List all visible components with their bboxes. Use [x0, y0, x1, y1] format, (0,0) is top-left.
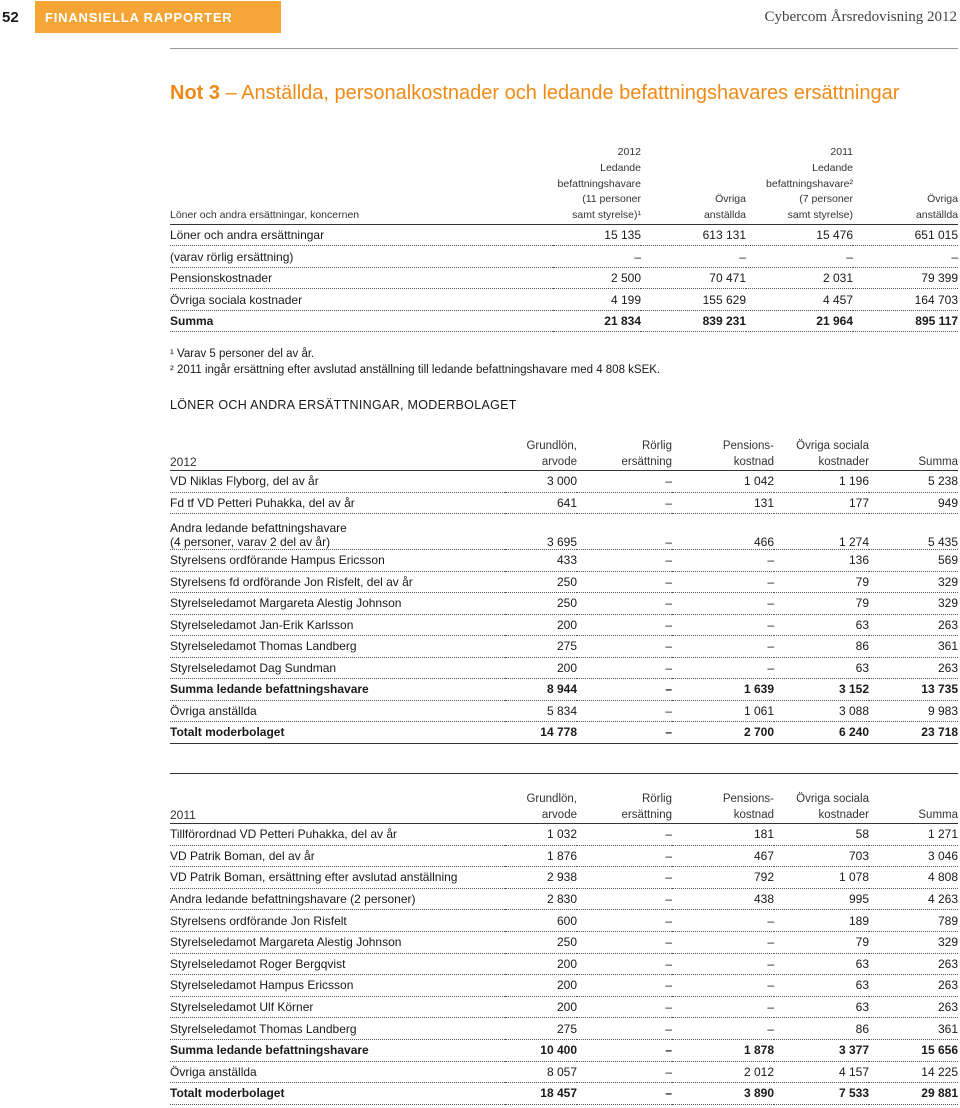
cell-value: –	[672, 910, 774, 932]
report-title: Cybercom Årsredovisning 2012	[764, 9, 957, 25]
cell-value: –	[577, 975, 672, 997]
table-row	[170, 1083, 958, 1105]
cell-value: –	[672, 636, 774, 658]
col-header-variable: Rörlig ersättning	[577, 791, 672, 824]
year-label: 2012	[170, 438, 505, 471]
cell-value: 5 834	[505, 700, 577, 722]
parent-2012-table	[170, 438, 958, 744]
cell-value: 200	[505, 996, 577, 1018]
cell-value: 177	[774, 492, 869, 514]
col-header-pension: Pensions- kostnad	[672, 438, 774, 471]
cell-value: 4 808	[869, 867, 958, 889]
cell-value: –	[672, 593, 774, 615]
cell-value: –	[577, 492, 672, 514]
cell-value: 275	[505, 1018, 577, 1040]
table-row	[170, 310, 958, 332]
cell-value: 3 890	[672, 1083, 774, 1105]
row-label: Styrelseledamot Margareta Alestig Johnson	[170, 931, 505, 953]
table-body	[170, 471, 958, 744]
cell-value: 361	[869, 1018, 958, 1040]
row-label: Tillförordnad VD Petteri Puhakka, del av år	[170, 824, 505, 846]
cell-value: –	[672, 975, 774, 997]
table-row	[170, 910, 958, 932]
cell-value: 1 032	[505, 824, 577, 846]
cell-value: 3 695	[505, 514, 577, 550]
cell-value: –	[577, 996, 672, 1018]
cell-value: 4 199	[553, 289, 641, 311]
cell-value: 250	[505, 571, 577, 593]
cell-value: 3 088	[774, 700, 869, 722]
cell-value: 4 263	[869, 888, 958, 910]
cell-value: 3 000	[505, 471, 577, 493]
cell-value: 467	[672, 845, 774, 867]
cell-value: 21 964	[746, 310, 853, 332]
col-header-social: Övriga sociala kostnader	[774, 438, 869, 471]
cell-value: –	[672, 657, 774, 679]
row-label: VD Niklas Flyborg, del av år	[170, 471, 505, 493]
cell-value: –	[577, 1018, 672, 1040]
table-row	[170, 267, 958, 289]
year-label: 2011	[170, 791, 505, 824]
table-row	[170, 1061, 958, 1083]
table-row	[170, 636, 958, 658]
cell-value: 4 457	[746, 289, 853, 311]
table-label: Löner och andra ersättningar, koncernen	[170, 145, 553, 224]
row-label: Summa ledande befattningshavare	[170, 1039, 505, 1061]
col-header-variable: Rörlig ersättning	[577, 438, 672, 471]
cell-value: 79 399	[853, 267, 958, 289]
col-header-2011-executives: 2011 Ledande befattningshavare² (7 personer samt styrelse)	[746, 145, 853, 224]
cell-value: 9 983	[869, 700, 958, 722]
table-row	[170, 824, 958, 846]
cell-value: –	[746, 246, 853, 268]
cell-value: –	[577, 636, 672, 658]
cell-value: –	[672, 571, 774, 593]
col-header-2011-other: Övriga anställda	[853, 145, 958, 224]
cell-value: –	[577, 824, 672, 846]
row-label: VD Patrik Boman, ersättning efter avslutad anställning	[170, 867, 505, 889]
row-label: Styrelsens fd ordförande Jon Risfelt, del av år	[170, 571, 505, 593]
cell-value: 86	[774, 1018, 869, 1040]
cell-value: 613 131	[641, 224, 746, 246]
col-header-social: Övriga sociala kostnader	[774, 791, 869, 824]
cell-value: –	[577, 845, 672, 867]
cell-value: 361	[869, 636, 958, 658]
cell-value: 8 057	[505, 1061, 577, 1083]
cell-value: –	[672, 1018, 774, 1040]
cell-value: 1 878	[672, 1039, 774, 1061]
cell-value: 600	[505, 910, 577, 932]
cell-value: 21 834	[553, 310, 641, 332]
cell-value: 1 042	[672, 471, 774, 493]
cell-value: 329	[869, 593, 958, 615]
note-number: Not 3	[170, 82, 220, 104]
cell-value: 2 830	[505, 888, 577, 910]
cell-value: 8 944	[505, 679, 577, 701]
header-divider	[170, 48, 958, 49]
cell-value: 70 471	[641, 267, 746, 289]
cell-value: 2 938	[505, 867, 577, 889]
cell-value: –	[577, 614, 672, 636]
cell-value: –	[641, 246, 746, 268]
cell-value: 329	[869, 571, 958, 593]
note-title	[170, 82, 899, 105]
cell-value: 2 700	[672, 722, 774, 744]
table-row	[170, 722, 958, 744]
cell-value: 895 117	[853, 310, 958, 332]
page-number: 52	[2, 9, 19, 26]
cell-value: –	[577, 1083, 672, 1105]
group-salaries-table	[170, 145, 958, 332]
row-label: Övriga anställda	[170, 1061, 505, 1083]
cell-value: 164 703	[853, 289, 958, 311]
row-label: Styrelsens ordförande Jon Risfelt	[170, 910, 505, 932]
row-label: Andra ledande befattningshavare (4 personer, varav 2 del av år)	[170, 514, 505, 550]
row-label: Fd tf VD Petteri Puhakka, del av år	[170, 492, 505, 514]
cell-value: 995	[774, 888, 869, 910]
cell-value: –	[577, 1061, 672, 1083]
cell-value: –	[577, 953, 672, 975]
row-label: Styrelseledamot Roger Bergqvist	[170, 953, 505, 975]
cell-value: 5 435	[869, 514, 958, 550]
note-dash: –	[225, 82, 237, 104]
cell-value: –	[577, 471, 672, 493]
col-header-2012-other: Övriga anställda	[641, 145, 746, 224]
col-header-total: Summa	[869, 791, 958, 824]
cell-value: 18 457	[505, 1083, 577, 1105]
cell-value: –	[577, 700, 672, 722]
footnotes	[170, 346, 660, 378]
cell-value: –	[577, 931, 672, 953]
row-label: (varav rörlig ersättning)	[170, 246, 553, 268]
cell-value: 5 238	[869, 471, 958, 493]
table-row	[170, 471, 958, 493]
table-header-row	[170, 791, 958, 824]
cell-value: 63	[774, 996, 869, 1018]
cell-value: –	[577, 550, 672, 572]
row-label: Styrelseledamot Thomas Landberg	[170, 1018, 505, 1040]
cell-value: 839 231	[641, 310, 746, 332]
cell-value: 263	[869, 657, 958, 679]
cell-value: 466	[672, 514, 774, 550]
cell-value: 2 500	[553, 267, 641, 289]
cell-value: 200	[505, 975, 577, 997]
row-label: Summa	[170, 310, 553, 332]
cell-value: 86	[774, 636, 869, 658]
cell-value: 58	[774, 824, 869, 846]
cell-value: 263	[869, 953, 958, 975]
table-row	[170, 931, 958, 953]
table-row	[170, 1018, 958, 1040]
cell-value: 79	[774, 571, 869, 593]
cell-value: 1 639	[672, 679, 774, 701]
cell-value: –	[577, 514, 672, 550]
cell-value: –	[577, 593, 672, 615]
cell-value: 6 240	[774, 722, 869, 744]
table-row	[170, 492, 958, 514]
table-row	[170, 289, 958, 311]
cell-value: 1 274	[774, 514, 869, 550]
row-label: Andra ledande befattningshavare (2 personer)	[170, 888, 505, 910]
cell-value: 29 881	[869, 1083, 958, 1105]
row-label: Löner och andra ersättningar	[170, 224, 553, 246]
row-label: Styrelsens ordförande Hampus Ericsson	[170, 550, 505, 572]
cell-value: 79	[774, 593, 869, 615]
cell-value: 136	[774, 550, 869, 572]
cell-value: –	[577, 657, 672, 679]
cell-value: –	[672, 996, 774, 1018]
col-header-2012-executives: 2012 Ledande befattningshavare (11 personer samt styrelse)¹	[553, 145, 641, 224]
cell-value: 250	[505, 931, 577, 953]
cell-value: 63	[774, 975, 869, 997]
cell-value: –	[577, 1039, 672, 1061]
table-row	[170, 550, 958, 572]
cell-value: –	[577, 867, 672, 889]
cell-value: 1 271	[869, 824, 958, 846]
cell-value: 1 078	[774, 867, 869, 889]
row-label: Summa ledande befattningshavare	[170, 679, 505, 701]
row-label: Styrelseledamot Ulf Körner	[170, 996, 505, 1018]
cell-value: 14 778	[505, 722, 577, 744]
cell-value: 15 135	[553, 224, 641, 246]
table-row	[170, 657, 958, 679]
cell-value: 189	[774, 910, 869, 932]
cell-value: 4 157	[774, 1061, 869, 1083]
cell-value: 651 015	[853, 224, 958, 246]
cell-value: –	[672, 931, 774, 953]
table-row	[170, 514, 958, 550]
cell-value: 10 400	[505, 1039, 577, 1061]
cell-value: 263	[869, 996, 958, 1018]
cell-value: –	[553, 246, 641, 268]
cell-value: 181	[672, 824, 774, 846]
cell-value: 569	[869, 550, 958, 572]
cell-value: 2 031	[746, 267, 853, 289]
cell-value: 275	[505, 636, 577, 658]
cell-value: 250	[505, 593, 577, 615]
table-header-row	[170, 438, 958, 471]
cell-value: –	[577, 910, 672, 932]
cell-value: 200	[505, 657, 577, 679]
footnote-2: ² 2011 ingår ersättning efter avslutad anställning till ledande befattningshavare med 4 808 kSEK.	[170, 364, 661, 376]
row-label: Pensionskostnader	[170, 267, 553, 289]
row-label: Övriga anställda	[170, 700, 505, 722]
cell-value: 703	[774, 845, 869, 867]
cell-value: 155 629	[641, 289, 746, 311]
table-row	[170, 975, 958, 997]
cell-value: 792	[672, 867, 774, 889]
cell-value: 263	[869, 614, 958, 636]
cell-value: –	[577, 722, 672, 744]
cell-value: 79	[774, 931, 869, 953]
cell-value: –	[672, 953, 774, 975]
cell-value: 3 046	[869, 845, 958, 867]
table-row	[170, 614, 958, 636]
row-label: Styrelseledamot Thomas Landberg	[170, 636, 505, 658]
table-header-row	[170, 145, 958, 224]
table-row	[170, 593, 958, 615]
col-header-base-salary: Grundlön, arvode	[505, 438, 577, 471]
cell-value: –	[672, 550, 774, 572]
table-row	[170, 679, 958, 701]
row-label: Övriga sociala kostnader	[170, 289, 553, 311]
table-row	[170, 571, 958, 593]
row-label: Totalt moderbolaget	[170, 1083, 505, 1105]
row-label: Styrelseledamot Hampus Ericsson	[170, 975, 505, 997]
cell-value: 3 152	[774, 679, 869, 701]
table-row	[170, 1039, 958, 1061]
col-header-base-salary: Grundlön, arvode	[505, 791, 577, 824]
cell-value: 263	[869, 975, 958, 997]
cell-value: 329	[869, 931, 958, 953]
table-row	[170, 888, 958, 910]
table-body	[170, 224, 958, 332]
cell-value: 200	[505, 953, 577, 975]
cell-value: 1 061	[672, 700, 774, 722]
section-subheading: LÖNER OCH ANDRA ERSÄTTNINGAR, MODERBOLAGET	[170, 398, 517, 412]
cell-value: 2 012	[672, 1061, 774, 1083]
cell-value: –	[853, 246, 958, 268]
cell-value: 131	[672, 492, 774, 514]
table-row	[170, 953, 958, 975]
col-header-pension: Pensions- kostnad	[672, 791, 774, 824]
table-row	[170, 867, 958, 889]
cell-value: 13 735	[869, 679, 958, 701]
note-title-text: Anställda, personalkostnader och ledande befattningshavares ersättningar	[241, 82, 900, 104]
cell-value: 789	[869, 910, 958, 932]
cell-value: 200	[505, 614, 577, 636]
cell-value: 63	[774, 953, 869, 975]
row-label: Totalt moderbolaget	[170, 722, 505, 744]
cell-value: 7 533	[774, 1083, 869, 1105]
cell-value: 63	[774, 614, 869, 636]
table-row	[170, 996, 958, 1018]
cell-value: 438	[672, 888, 774, 910]
table-row	[170, 246, 958, 268]
cell-value: 23 718	[869, 722, 958, 744]
col-header-total: Summa	[869, 438, 958, 471]
row-label: Styrelseledamot Margareta Alestig Johnson	[170, 593, 505, 615]
table-row	[170, 700, 958, 722]
cell-value: 14 225	[869, 1061, 958, 1083]
section-tab: FINANSIELLA RAPPORTER	[35, 1, 281, 33]
cell-value: –	[577, 679, 672, 701]
cell-value: 433	[505, 550, 577, 572]
row-label: VD Patrik Boman, del av år	[170, 845, 505, 867]
cell-value: –	[577, 571, 672, 593]
cell-value: 641	[505, 492, 577, 514]
cell-value: 15 656	[869, 1039, 958, 1061]
cell-value: –	[577, 888, 672, 910]
table-row	[170, 845, 958, 867]
footnote-1: ¹ Varav 5 personer del av år.	[170, 348, 315, 360]
cell-value: 3 377	[774, 1039, 869, 1061]
cell-value: 1 876	[505, 845, 577, 867]
cell-value: 949	[869, 492, 958, 514]
table-body	[170, 824, 958, 1105]
row-label: Styrelseledamot Dag Sundman	[170, 657, 505, 679]
parent-2011-table	[170, 791, 958, 1105]
cell-value: –	[672, 614, 774, 636]
section-divider	[170, 773, 958, 774]
cell-value: 63	[774, 657, 869, 679]
row-label: Styrelseledamot Jan-Erik Karlsson	[170, 614, 505, 636]
table-row	[170, 224, 958, 246]
cell-value: 15 476	[746, 224, 853, 246]
cell-value: 1 196	[774, 471, 869, 493]
